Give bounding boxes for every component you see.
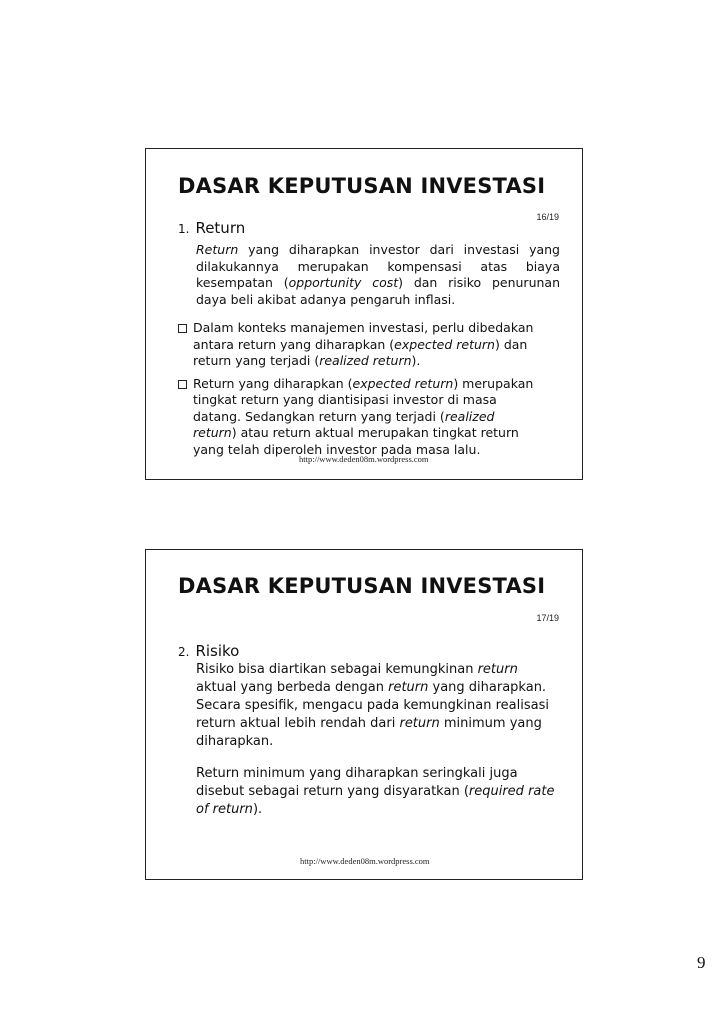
text-run: yang diharapkan investor dari investasi yang dilakukannya merupakan kompensasi atas biaya kesempatan ( bbox=[196, 242, 560, 290]
text-run: ). bbox=[252, 802, 263, 817]
bullet-item bbox=[178, 320, 542, 370]
text-run: realized return bbox=[319, 353, 412, 368]
page-number: 9 bbox=[697, 953, 706, 972]
text-run: required rate of return bbox=[196, 784, 555, 817]
text-run: realized return bbox=[193, 408, 495, 440]
slide-17 bbox=[145, 549, 583, 880]
checkbox-bullet-icon bbox=[178, 380, 187, 389]
text-run: expected return bbox=[394, 336, 495, 352]
footer-url: http://www.deden08m.wordpress.com bbox=[300, 856, 430, 866]
text-run: Return yang diharapkan ( bbox=[193, 375, 353, 391]
section-title: Return bbox=[195, 219, 246, 237]
text-run: Risiko bisa diartikan sebagai kemungkinan bbox=[196, 662, 478, 677]
section-heading bbox=[178, 219, 245, 237]
slide-title: DASAR KEPUTUSAN INVESTASI bbox=[178, 174, 546, 198]
text-run: ) dan return yang terjadi ( bbox=[193, 336, 528, 368]
text-run: opportunity cost bbox=[288, 275, 399, 290]
text-run: ) merupakan tingkat return yang diantisipasi investor di masa datang. Sedangkan return yang terjadi ( bbox=[193, 375, 534, 424]
text-run: minimum yang diharapkan. bbox=[196, 716, 542, 749]
text-run: expected return bbox=[352, 375, 454, 391]
text-run: ). bbox=[411, 353, 421, 368]
text-run: return bbox=[477, 662, 518, 677]
text-run: return bbox=[388, 680, 429, 695]
section-number: 1. bbox=[178, 222, 190, 236]
text-run: ) atau return aktual merupakan tingkat return yang telah diperoleh investor pada masa lalu. bbox=[193, 425, 519, 457]
section-number: 2. bbox=[178, 645, 190, 659]
checkbox-bullet-icon bbox=[178, 324, 187, 333]
text-run: ) dan risiko penurunan daya beli akibat adanya pengaruh inflasi. bbox=[196, 275, 560, 307]
required-return-paragraph bbox=[196, 765, 560, 819]
text-run: aktual yang berbeda dengan bbox=[196, 680, 389, 695]
bullet-item bbox=[178, 376, 542, 459]
text-run: Return bbox=[196, 242, 239, 257]
section-title: Risiko bbox=[195, 642, 240, 660]
slide-page-number: 16/19 bbox=[536, 212, 559, 222]
return-paragraph bbox=[196, 242, 560, 308]
risk-paragraph bbox=[196, 661, 560, 751]
section-heading bbox=[178, 642, 239, 660]
text-run: Return minimum yang diharapkan seringkali juga disebut sebagai return yang disyaratkan ( bbox=[196, 766, 518, 799]
text-run: Dalam konteks manajemen investasi, perlu dibedakan antara return yang diharapkan ( bbox=[193, 320, 534, 352]
slide-page-number: 17/19 bbox=[536, 613, 559, 623]
text-run: return bbox=[399, 716, 440, 731]
slide-16 bbox=[145, 148, 583, 480]
footer-url: http://www.deden08m.wordpress.com bbox=[299, 454, 429, 464]
text-run: yang diharapkan. Secara spesifik, mengacu pada kemungkinan realisasi return aktual lebih rendah dari bbox=[196, 680, 549, 731]
slide-title: DASAR KEPUTUSAN INVESTASI bbox=[178, 574, 546, 598]
bullet-list bbox=[178, 320, 542, 464]
